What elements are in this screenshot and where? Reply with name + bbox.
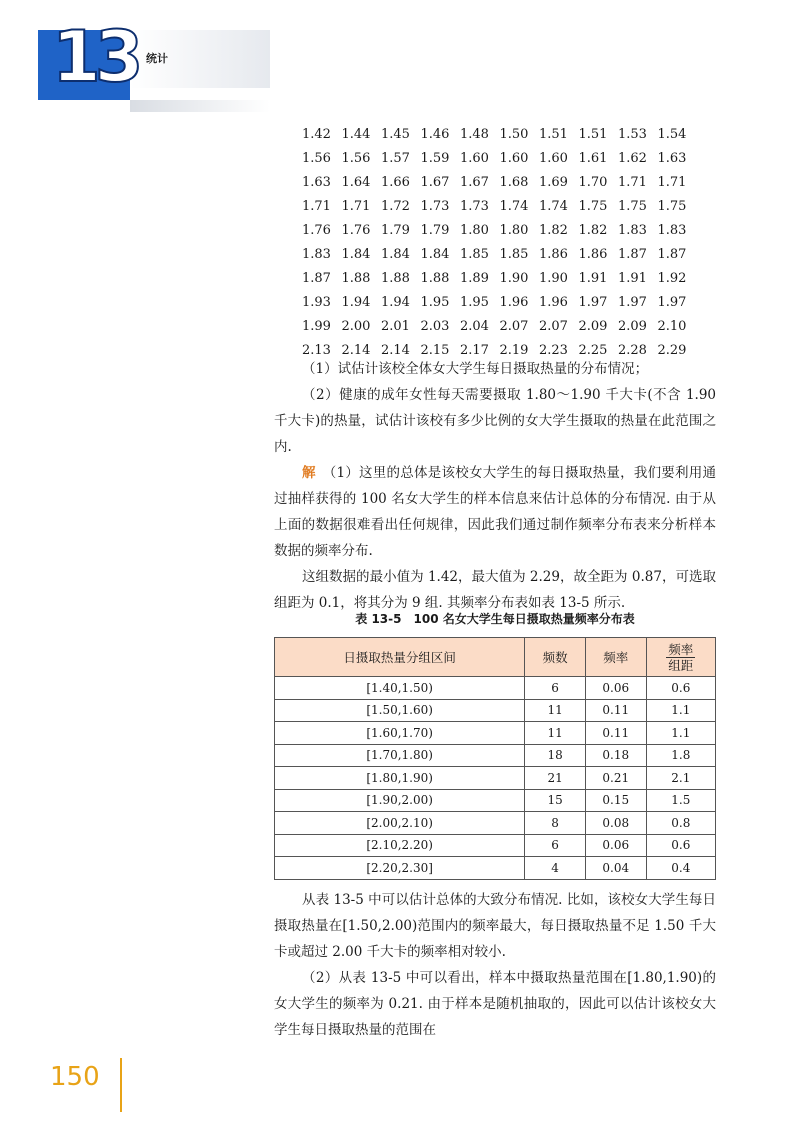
data-value: 1.99 bbox=[302, 318, 331, 334]
solution-text-1: （1）这里的总体是该校女大学生的每日摄取热量，我们要利用通过抽样获得的 100 名女大学生的样本信息来估计总体的分布情况. 由于从上面的数据很难看出任何规律，因此我们通过制作频率分布表来分析样本数据的频率分布. bbox=[274, 465, 717, 559]
data-value: 1.90 bbox=[539, 270, 568, 286]
data-value: 1.68 bbox=[499, 174, 529, 190]
cell-count: 15 bbox=[525, 789, 586, 812]
data-value: 1.72 bbox=[381, 198, 410, 214]
cell-count: 11 bbox=[525, 722, 586, 745]
data-value: 1.91 bbox=[578, 270, 608, 286]
data-row bbox=[302, 194, 722, 218]
header-count: 频数 bbox=[525, 638, 586, 677]
cell-count: 6 bbox=[525, 677, 586, 700]
data-value: 1.87 bbox=[657, 246, 687, 262]
page-number-divider bbox=[120, 1058, 122, 1112]
data-row bbox=[302, 218, 722, 242]
data-value: 1.89 bbox=[460, 270, 489, 286]
table-row bbox=[275, 789, 716, 812]
data-value: 1.83 bbox=[618, 222, 647, 238]
analysis-paragraph: 从表 13-5 中可以估计总体的大致分布情况. 比如，该校女大学生每日摄取热量在[1.50,2.00)范围内的频率最大，每日摄取热量不足 1.50 千大卡或超过 2.00 千大卡的频率相对较小. bbox=[274, 892, 716, 960]
data-value: 1.97 bbox=[657, 294, 687, 310]
solution-part-1 bbox=[274, 460, 716, 564]
data-value: 2.13 bbox=[302, 342, 331, 358]
chapter-header-shadow bbox=[130, 100, 270, 112]
data-value: 2.07 bbox=[539, 318, 568, 334]
cell-interval: [1.60,1.70) bbox=[275, 722, 525, 745]
data-value: 1.60 bbox=[460, 150, 489, 166]
data-value: 1.57 bbox=[381, 150, 410, 166]
cell-count: 4 bbox=[525, 857, 586, 880]
cell-frequency: 0.15 bbox=[585, 789, 646, 812]
data-value: 1.76 bbox=[302, 222, 331, 238]
table-row bbox=[275, 744, 716, 767]
cell-count: 8 bbox=[525, 812, 586, 835]
data-row bbox=[302, 170, 722, 194]
data-value: 1.85 bbox=[460, 246, 489, 262]
cell-frequency-per-width: 2.1 bbox=[646, 767, 715, 790]
data-value: 1.67 bbox=[460, 174, 489, 190]
data-value: 2.14 bbox=[341, 342, 371, 358]
data-value: 2.07 bbox=[499, 318, 529, 334]
data-value: 1.83 bbox=[302, 246, 331, 262]
data-value: 2.23 bbox=[539, 342, 568, 358]
data-value: 1.94 bbox=[381, 294, 410, 310]
page-number: 150 bbox=[50, 1062, 100, 1092]
data-value: 1.75 bbox=[657, 198, 687, 214]
cell-count: 11 bbox=[525, 699, 586, 722]
data-value: 1.88 bbox=[341, 270, 371, 286]
table-header-row bbox=[275, 638, 716, 677]
data-value: 1.83 bbox=[657, 222, 687, 238]
data-value: 2.09 bbox=[578, 318, 608, 334]
data-value: 1.42 bbox=[302, 126, 331, 142]
fraction bbox=[666, 642, 695, 673]
data-value: 2.03 bbox=[420, 318, 450, 334]
data-value: 2.19 bbox=[499, 342, 529, 358]
data-value: 1.70 bbox=[578, 174, 608, 190]
table-row bbox=[275, 699, 716, 722]
data-value: 1.97 bbox=[618, 294, 647, 310]
header-frequency-per-width bbox=[646, 638, 715, 677]
data-value: 1.96 bbox=[499, 294, 529, 310]
data-value: 1.51 bbox=[578, 126, 608, 142]
data-value: 1.74 bbox=[539, 198, 568, 214]
data-value: 1.84 bbox=[420, 246, 450, 262]
solution-label: 解 bbox=[302, 465, 316, 481]
sample-data-grid bbox=[302, 122, 722, 362]
data-value: 1.67 bbox=[420, 174, 450, 190]
data-value: 1.53 bbox=[618, 126, 647, 142]
data-value: 2.14 bbox=[381, 342, 410, 358]
data-value: 1.71 bbox=[618, 174, 647, 190]
solution-part-2-answer: （2）从表 13-5 中可以看出，样本中摄取热量范围在[1.80,1.90)的女大学生的频率为 0.21. 由于样本是随机抽取的，因此可以估计该校女大学生每日摄取热量的范围在 bbox=[274, 970, 716, 1038]
data-row bbox=[302, 146, 722, 170]
data-value: 1.61 bbox=[578, 150, 608, 166]
data-value: 1.75 bbox=[578, 198, 608, 214]
cell-frequency: 0.11 bbox=[585, 699, 646, 722]
data-value: 1.46 bbox=[420, 126, 450, 142]
data-value: 1.84 bbox=[381, 246, 410, 262]
data-value: 1.62 bbox=[618, 150, 647, 166]
data-value: 2.15 bbox=[420, 342, 450, 358]
cell-interval: [2.00,2.10) bbox=[275, 812, 525, 835]
data-value: 1.86 bbox=[578, 246, 608, 262]
data-row bbox=[302, 266, 722, 290]
fraction-denominator: 组距 bbox=[668, 657, 694, 673]
data-row bbox=[302, 122, 722, 146]
data-value: 1.60 bbox=[499, 150, 529, 166]
data-value: 2.10 bbox=[657, 318, 687, 334]
cell-frequency-per-width: 0.4 bbox=[646, 857, 715, 880]
table-row bbox=[275, 812, 716, 835]
cell-frequency: 0.08 bbox=[585, 812, 646, 835]
data-value: 2.29 bbox=[657, 342, 687, 358]
cell-frequency-per-width: 1.5 bbox=[646, 789, 715, 812]
table-row bbox=[275, 767, 716, 790]
data-value: 1.87 bbox=[618, 246, 647, 262]
data-value: 1.54 bbox=[657, 126, 687, 142]
data-value: 1.79 bbox=[381, 222, 410, 238]
data-value: 1.73 bbox=[420, 198, 450, 214]
data-value: 2.00 bbox=[341, 318, 371, 334]
question-1: （1）试估计该校全体女大学生每日摄取热量的分布情况； bbox=[302, 361, 649, 377]
cell-count: 18 bbox=[525, 744, 586, 767]
table-row bbox=[275, 857, 716, 880]
data-value: 1.75 bbox=[618, 198, 647, 214]
data-value: 1.64 bbox=[341, 174, 371, 190]
data-value: 1.48 bbox=[460, 126, 489, 142]
chapter-title: 统计 bbox=[146, 52, 168, 65]
data-value: 1.71 bbox=[341, 198, 371, 214]
solution-part-2: 这组数据的最小值为 1.42，最大值为 2.29，故全距为 0.87，可选取组距为 0.1，将其分为 9 组. 其频率分布表如表 13-5 所示. bbox=[274, 569, 716, 611]
cell-count: 21 bbox=[525, 767, 586, 790]
table-row bbox=[275, 677, 716, 700]
data-value: 1.90 bbox=[499, 270, 529, 286]
cell-frequency: 0.21 bbox=[585, 767, 646, 790]
cell-frequency-per-width: 0.6 bbox=[646, 677, 715, 700]
data-value: 1.84 bbox=[341, 246, 371, 262]
data-value: 2.09 bbox=[618, 318, 647, 334]
data-value: 1.91 bbox=[618, 270, 647, 286]
cell-interval: [1.70,1.80) bbox=[275, 744, 525, 767]
data-value: 2.28 bbox=[618, 342, 647, 358]
data-value: 2.04 bbox=[460, 318, 489, 334]
data-value: 2.01 bbox=[381, 318, 410, 334]
data-value: 1.44 bbox=[341, 126, 371, 142]
header-interval: 日摄取热量分组区间 bbox=[275, 638, 525, 677]
cell-frequency-per-width: 1.8 bbox=[646, 744, 715, 767]
cell-interval: [1.80,1.90) bbox=[275, 767, 525, 790]
frequency-table bbox=[274, 637, 716, 880]
data-value: 1.74 bbox=[499, 198, 529, 214]
data-value: 2.17 bbox=[460, 342, 489, 358]
fraction-numerator: 频率 bbox=[668, 641, 694, 657]
data-value: 1.71 bbox=[657, 174, 687, 190]
cell-interval: [1.40,1.50) bbox=[275, 677, 525, 700]
header-frequency: 频率 bbox=[585, 638, 646, 677]
data-value: 1.50 bbox=[499, 126, 529, 142]
data-value: 1.87 bbox=[302, 270, 331, 286]
cell-frequency-per-width: 0.8 bbox=[646, 812, 715, 835]
cell-frequency: 0.11 bbox=[585, 722, 646, 745]
cell-interval: [1.90,2.00) bbox=[275, 789, 525, 812]
cell-frequency: 0.06 bbox=[585, 677, 646, 700]
data-row bbox=[302, 290, 722, 314]
data-value: 1.95 bbox=[420, 294, 450, 310]
cell-count: 6 bbox=[525, 834, 586, 857]
data-value: 1.82 bbox=[578, 222, 608, 238]
cell-frequency-per-width: 0.6 bbox=[646, 834, 715, 857]
data-value: 1.95 bbox=[460, 294, 489, 310]
cell-frequency: 0.04 bbox=[585, 857, 646, 880]
question-2: （2）健康的成年女性每天需要摄取 1.80～1.90 千大卡(不含 1.90 千大卡)的热量，试估计该校有多少比例的女大学生摄取的热量在此范围之内. bbox=[274, 387, 716, 455]
cell-frequency: 0.06 bbox=[585, 834, 646, 857]
data-value: 1.94 bbox=[341, 294, 371, 310]
cell-interval: [1.50,1.60) bbox=[275, 699, 525, 722]
data-value: 1.60 bbox=[539, 150, 568, 166]
cell-frequency: 0.18 bbox=[585, 744, 646, 767]
data-value: 1.88 bbox=[420, 270, 450, 286]
data-value: 1.51 bbox=[539, 126, 568, 142]
data-value: 1.80 bbox=[460, 222, 489, 238]
data-value: 1.59 bbox=[420, 150, 450, 166]
data-value: 1.93 bbox=[302, 294, 331, 310]
data-row bbox=[302, 314, 722, 338]
data-value: 1.71 bbox=[302, 198, 331, 214]
cell-frequency-per-width: 1.1 bbox=[646, 722, 715, 745]
data-value: 1.69 bbox=[539, 174, 568, 190]
data-value: 1.63 bbox=[302, 174, 331, 190]
data-value: 1.76 bbox=[341, 222, 371, 238]
data-value: 1.96 bbox=[539, 294, 568, 310]
data-row bbox=[302, 242, 722, 266]
data-value: 2.25 bbox=[578, 342, 608, 358]
data-value: 1.88 bbox=[381, 270, 410, 286]
data-value: 1.56 bbox=[341, 150, 371, 166]
data-value: 1.82 bbox=[539, 222, 568, 238]
data-value: 1.73 bbox=[460, 198, 489, 214]
table-row bbox=[275, 834, 716, 857]
data-value: 1.80 bbox=[499, 222, 529, 238]
data-value: 1.66 bbox=[381, 174, 410, 190]
table-caption: 表 13-5 100 名女大学生每日摄取热量频率分布表 bbox=[355, 612, 635, 626]
data-value: 1.56 bbox=[302, 150, 331, 166]
data-value: 1.92 bbox=[657, 270, 687, 286]
chapter-number: 13 bbox=[52, 16, 138, 98]
data-value: 1.86 bbox=[539, 246, 568, 262]
table-body bbox=[275, 677, 716, 880]
cell-frequency-per-width: 1.1 bbox=[646, 699, 715, 722]
data-value: 1.45 bbox=[381, 126, 410, 142]
cell-interval: [2.20,2.30] bbox=[275, 857, 525, 880]
data-value: 1.85 bbox=[499, 246, 529, 262]
data-value: 1.63 bbox=[657, 150, 687, 166]
data-value: 1.97 bbox=[578, 294, 608, 310]
table-row bbox=[275, 722, 716, 745]
data-value: 1.79 bbox=[420, 222, 450, 238]
cell-interval: [2.10,2.20) bbox=[275, 834, 525, 857]
